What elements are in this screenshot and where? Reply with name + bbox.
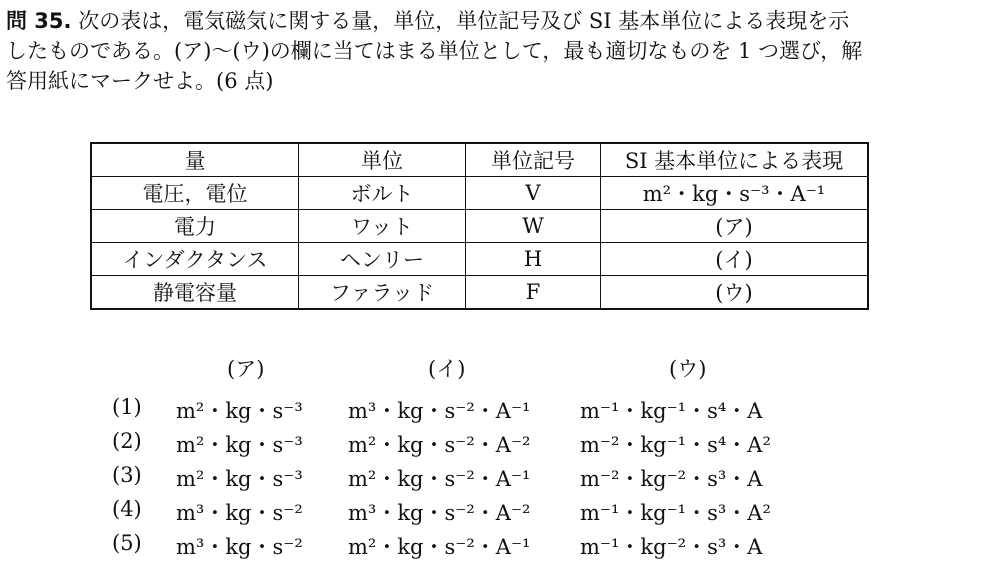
table-cell: 静電容量 [91, 276, 299, 310]
choice-label[interactable]: (4) [112, 497, 142, 521]
question-text [6, 6, 978, 96]
table-cell: ヘンリー [299, 243, 466, 276]
choice-c: m⁻¹・kg⁻²・s³・A [580, 535, 763, 559]
choice-b: m²・kg・s⁻²・A⁻¹ [348, 535, 531, 559]
table-cell: ワット [299, 210, 466, 243]
choice-label[interactable]: (2) [112, 429, 142, 453]
table-cell: インダクタンス [91, 243, 299, 276]
table-cell: 電圧，電位 [91, 177, 299, 210]
choice-header-b: (イ) [428, 357, 466, 381]
table-row [91, 276, 868, 310]
table-row [91, 210, 868, 243]
table-cell: ファラッド [299, 276, 466, 310]
question-number: 問 35. [6, 9, 72, 33]
question-line-3: 答用紙にマークせよ。(6 点) [6, 69, 274, 93]
choice-a: m²・kg・s⁻³ [176, 399, 303, 423]
question-line-2: したものである。(ア)～(ウ)の欄に当てはまる単位として，最も適切なものを 1 つ選び，解 [6, 39, 863, 63]
choice-b: m³・kg・s⁻²・A⁻¹ [348, 399, 531, 423]
question-line-1-text: 次の表は，電気磁気に関する量，単位，単位記号及び SI 基本単位による表現を示 [78, 9, 850, 33]
choice-a: m²・kg・s⁻³ [176, 433, 303, 457]
header-quantity: 量 [91, 143, 299, 177]
table-cell: F [466, 276, 601, 310]
choice-c: m⁻¹・kg⁻¹・s³・A² [580, 501, 771, 525]
table-cell: m²・kg・s⁻³・A⁻¹ [601, 177, 869, 210]
choice-label[interactable]: (5) [112, 531, 142, 555]
choice-label[interactable]: (1) [112, 395, 142, 419]
choice-a: m³・kg・s⁻² [176, 501, 303, 525]
table-header-row [91, 143, 868, 177]
table-row [91, 243, 868, 276]
choice-b: m²・kg・s⁻²・A⁻¹ [348, 467, 531, 491]
choice-b: m³・kg・s⁻²・A⁻² [348, 501, 531, 525]
table-cell: V [466, 177, 601, 210]
choice-label[interactable]: (3) [112, 463, 142, 487]
units-table [90, 142, 869, 310]
table-cell: H [466, 243, 601, 276]
table-cell: (ウ) [601, 276, 869, 310]
choice-a: m³・kg・s⁻² [176, 535, 303, 559]
choice-a: m²・kg・s⁻³ [176, 467, 303, 491]
table-cell: 電力 [91, 210, 299, 243]
choice-c: m⁻²・kg⁻²・s³・A [580, 467, 763, 491]
table-cell: ボルト [299, 177, 466, 210]
choice-c: m⁻²・kg⁻¹・s⁴・A² [580, 433, 771, 457]
question-line-1 [6, 6, 978, 36]
table-cell: (ア) [601, 210, 869, 243]
header-symbol: 単位記号 [466, 143, 601, 177]
table-cell: (イ) [601, 243, 869, 276]
choice-b: m²・kg・s⁻²・A⁻² [348, 433, 531, 457]
choice-c: m⁻¹・kg⁻¹・s⁴・A [580, 399, 763, 423]
header-unit: 単位 [299, 143, 466, 177]
header-si-expression: SI 基本単位による表現 [601, 143, 869, 177]
table-cell: W [466, 210, 601, 243]
choice-header-c: (ウ) [669, 357, 707, 381]
choice-header-a: (ア) [227, 357, 265, 381]
table-row [91, 177, 868, 210]
